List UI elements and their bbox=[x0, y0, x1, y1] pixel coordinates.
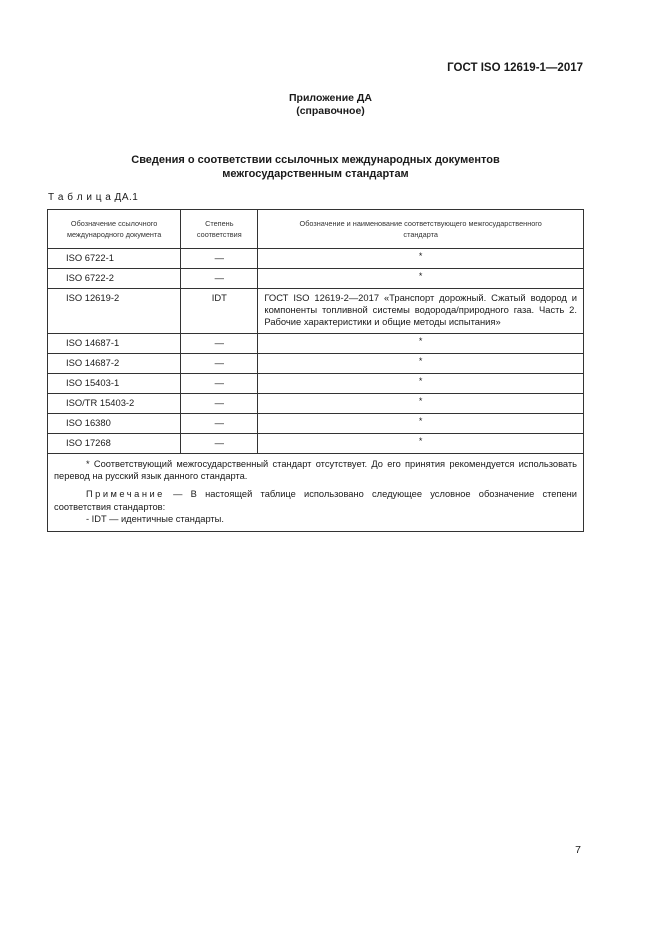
corresponding-cell: * bbox=[258, 393, 584, 413]
table-row bbox=[48, 413, 584, 433]
degree-cell: — bbox=[181, 269, 258, 289]
document-code: ГОСТ ISO 12619-1—2017 bbox=[447, 62, 583, 74]
degree-cell: — bbox=[181, 333, 258, 353]
corresponding-cell: * bbox=[258, 373, 584, 393]
degree-cell: — bbox=[181, 249, 258, 269]
table-label: Т а б л и ц а ДА.1 bbox=[48, 192, 139, 203]
table-footer-row bbox=[48, 453, 584, 531]
heading-line-2: межгосударственным стандартам bbox=[222, 168, 409, 180]
table-row bbox=[48, 269, 584, 289]
corresponding-cell: ГОСТ ISO 12619-2—2017 «Транспорт дорожный. Сжатый водород и компоненты топливной системы водорода/природного газа. Часть 2. Рабочие характеристики и общие методы испытания» bbox=[258, 289, 584, 334]
table-row bbox=[48, 249, 584, 269]
corresponding-cell: * bbox=[258, 353, 584, 373]
degree-cell: — bbox=[181, 413, 258, 433]
degree-cell: — bbox=[181, 373, 258, 393]
reference-cell: ISO 17268 bbox=[48, 433, 181, 453]
note-item: - IDT — идентичные стандарты. bbox=[86, 514, 224, 525]
reference-cell: ISO 14687-2 bbox=[48, 353, 181, 373]
table-row bbox=[48, 333, 584, 353]
table-row bbox=[48, 433, 584, 453]
annex-title: Приложение ДА bbox=[289, 92, 372, 104]
corresponding-cell: * bbox=[258, 249, 584, 269]
table-header-row bbox=[48, 210, 584, 249]
corresponding-cell: * bbox=[258, 433, 584, 453]
corresponding-cell: * bbox=[258, 413, 584, 433]
annex-subtitle: (справочное) bbox=[296, 105, 365, 117]
reference-cell: ISO 15403-1 bbox=[48, 373, 181, 393]
table-row bbox=[48, 393, 584, 413]
annex-title-block bbox=[0, 92, 661, 118]
note-label: Примечание bbox=[86, 489, 165, 500]
section-heading bbox=[0, 153, 631, 181]
reference-cell: ISO 14687-1 bbox=[48, 333, 181, 353]
corresponding-cell: * bbox=[258, 333, 584, 353]
column-header-degree: Степень соответствия bbox=[181, 210, 258, 249]
degree-cell: — bbox=[181, 393, 258, 413]
table-footer-cell bbox=[48, 453, 584, 531]
footnote: * Соответствующий межгосударственный стандарт отсутствует. До его принятия рекомендуется использовать перевод на русский язык данного стандарта. bbox=[54, 458, 577, 482]
reference-cell: ISO 6722-1 bbox=[48, 249, 181, 269]
table-row bbox=[48, 289, 584, 334]
reference-cell: ISO 12619-2 bbox=[48, 289, 181, 334]
reference-cell: ISO/TR 15403-2 bbox=[48, 393, 181, 413]
table-row bbox=[48, 373, 584, 393]
note-text: — В настоящей таблице использовано следующее условное обозначение степени соответствия стандартов: bbox=[54, 489, 577, 512]
degree-cell: — bbox=[181, 353, 258, 373]
reference-cell: ISO 16380 bbox=[48, 413, 181, 433]
note bbox=[54, 488, 577, 513]
reference-cell: ISO 6722-2 bbox=[48, 269, 181, 289]
degree-cell: IDT bbox=[181, 289, 258, 334]
table-row bbox=[48, 353, 584, 373]
page-number: 7 bbox=[575, 844, 581, 856]
column-header-reference: Обозначение ссылочного международного документа bbox=[48, 210, 181, 249]
correspondence-table bbox=[47, 209, 584, 532]
degree-cell: — bbox=[181, 433, 258, 453]
corresponding-cell: * bbox=[258, 269, 584, 289]
column-header-corresponding: Обозначение и наименование соответствующего межгосударственного стандарта bbox=[258, 210, 584, 249]
heading-line-1: Сведения о соответствии ссылочных международных документов bbox=[131, 154, 500, 166]
